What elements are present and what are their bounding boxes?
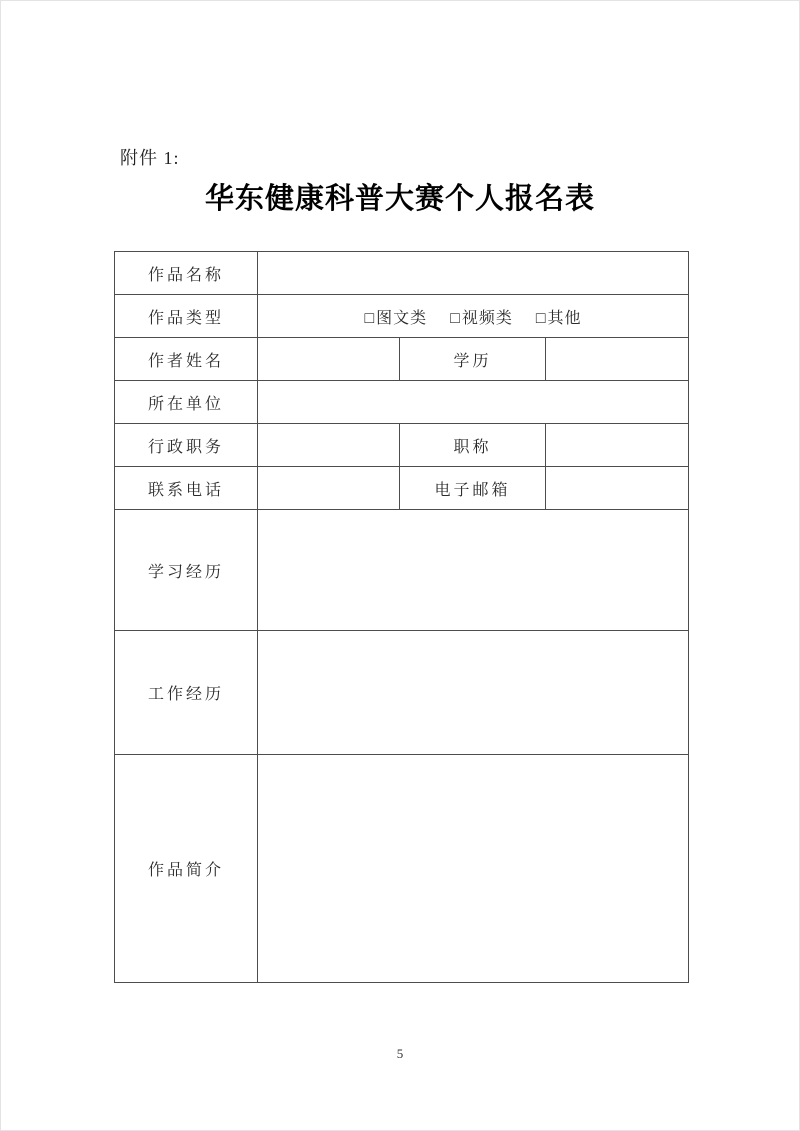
option-image-text[interactable] <box>364 310 427 327</box>
table-row <box>115 338 689 381</box>
checkbox-icon[interactable]: □ <box>535 309 547 327</box>
label-phone: 联系电话 <box>115 467 258 510</box>
work-intro-input-cell[interactable] <box>258 755 689 983</box>
email-input-cell[interactable] <box>546 467 689 510</box>
phone-input-cell[interactable] <box>258 467 400 510</box>
label-title-rank: 职称 <box>400 424 546 467</box>
checkbox-label: 视频类 <box>461 309 513 327</box>
checkbox-label: 图文类 <box>376 309 428 327</box>
work-type-options-cell <box>258 295 689 338</box>
label-author-name: 作者姓名 <box>115 338 258 381</box>
label-work-name: 作品名称 <box>115 252 258 295</box>
education-input-cell[interactable] <box>546 338 689 381</box>
study-experience-input-cell[interactable] <box>258 510 689 631</box>
label-work-experience: 工作经历 <box>115 631 258 755</box>
checkbox-label: 其他 <box>547 309 582 327</box>
option-other[interactable] <box>536 310 582 327</box>
label-admin-position: 行政职务 <box>115 424 258 467</box>
admin-position-input-cell[interactable] <box>258 424 400 467</box>
author-name-input-cell[interactable] <box>258 338 400 381</box>
table-row <box>115 381 689 424</box>
checkbox-icon[interactable]: □ <box>450 309 461 327</box>
label-work-type: 作品类型 <box>115 295 258 338</box>
page-title: 华东健康科普大赛个人报名表 <box>204 183 595 215</box>
title-rank-input-cell[interactable] <box>546 424 689 467</box>
label-work-intro: 作品简介 <box>115 755 258 983</box>
table-row <box>115 631 689 755</box>
option-video[interactable] <box>450 310 513 327</box>
registration-table <box>114 251 689 983</box>
table-row <box>115 467 689 510</box>
table-row <box>115 510 689 631</box>
label-email: 电子邮箱 <box>400 467 546 510</box>
checkbox-icon[interactable]: □ <box>364 309 376 327</box>
attachment-label: 附件 1: <box>120 148 180 168</box>
table-row <box>115 755 689 983</box>
table-row <box>115 424 689 467</box>
work-experience-input-cell[interactable] <box>258 631 689 755</box>
label-unit: 所在单位 <box>115 381 258 424</box>
label-education: 学历 <box>400 338 546 381</box>
work-name-input-cell[interactable] <box>258 252 689 295</box>
label-study-experience: 学习经历 <box>115 510 258 631</box>
table-row <box>115 295 689 338</box>
unit-input-cell[interactable] <box>258 381 689 424</box>
page-number: 5 <box>396 1046 404 1061</box>
table-row <box>115 252 689 295</box>
